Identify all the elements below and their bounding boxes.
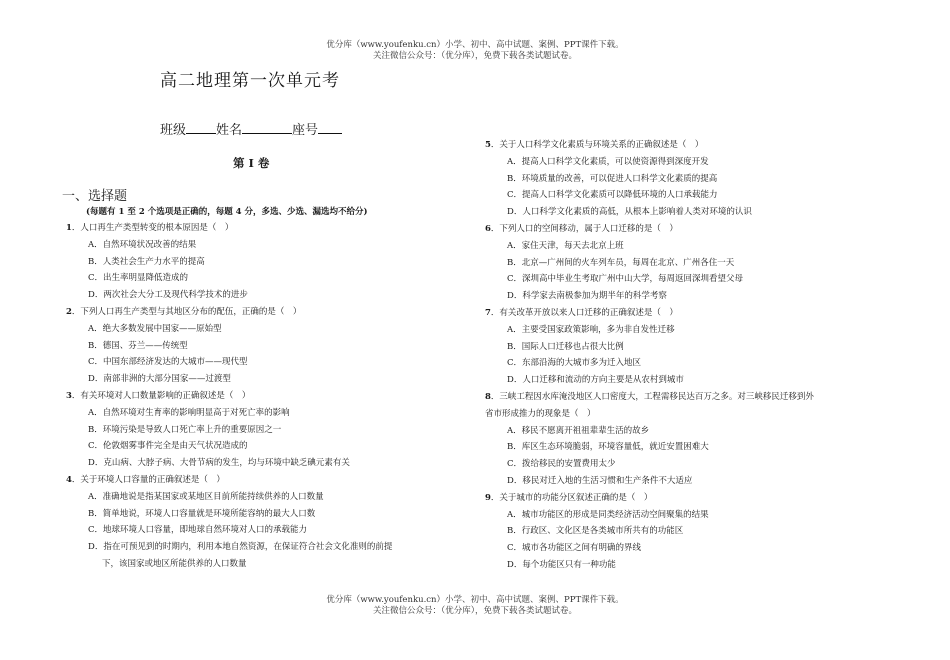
question-stem: ．关于人口科学文化素质与环境关系的正确叙述是（ ） [490, 140, 704, 150]
option-b: B．环境污染是导致人口死亡率上升的重要原因之一 [88, 424, 282, 435]
question-5 [485, 137, 885, 221]
question-stem: ．关于城市的功能分区叙述正确的是（ ） [490, 492, 653, 503]
question-number: 3 [66, 390, 72, 401]
question-stem: ．下列人口的空间移动，属于人口迁移的是（ ） [490, 223, 678, 234]
option-b: B．行政区、文化区是各类城市所共有的功能区 [507, 526, 684, 537]
option-b: B．环境质量的改善，可以促进人口科学文化素质的提高 [507, 173, 718, 184]
option-d: D．移民对迁入地的生活习惯和生产条件不大适应 [507, 475, 693, 486]
question-9 [485, 490, 885, 574]
option-a: A．绝大多数发展中国家——原始型 [88, 323, 222, 334]
option-d-continuation: 下，该国家或地区所能供养的人口数量 [102, 558, 247, 569]
option-b: B．国际人口迁移也占很大比例 [507, 341, 624, 352]
footer-line-1: 优分库（www.youfenku.cn）小学、初中、高中试题、案例、PPT课件下载。 [326, 595, 624, 605]
question-number: 8 [485, 391, 491, 402]
option-c: C．中国东部经济发达的大城市——现代型 [88, 357, 248, 368]
scoring-note: (每题有 1 至 2 个选项是正确的，每题 4 分，多选、少选、漏选均不给分) [86, 207, 368, 217]
option-a: A．家住天津，每天去北京上班 [507, 240, 624, 251]
option-b: B．库区生态环境脆弱，环境容量低，就近安置困难大 [507, 442, 709, 453]
question-stem: ．下列人口再生产类型与其地区分布的配伍，正确的是（ ） [71, 306, 302, 317]
volume-heading: 第 I 卷 [233, 156, 270, 170]
page-title: 高二地理第一次单元考 [160, 71, 340, 91]
option-d: D．指在可预见到的时期内，利用本地自然资源，在保证符合社会文化准则的前提 [88, 542, 393, 553]
option-a: A．准确地说是指某国家或某地区目前所能持续供养的人口数量 [88, 491, 324, 502]
option-c: C．出生率明显降低造成的 [88, 273, 189, 284]
option-c: C．东部沿海的大城市多为迁入地区 [507, 358, 642, 369]
question-number: 9 [485, 492, 491, 503]
question-number: 2 [66, 306, 72, 317]
option-a: A．移民不愿离开祖祖辈辈生活的故乡 [507, 425, 650, 436]
question-4 [66, 472, 466, 573]
page-footer [0, 595, 950, 617]
question-number: 5 [485, 140, 491, 150]
option-c: C．拨给移民的安置费用太少 [507, 459, 616, 470]
seat-blank [318, 121, 342, 134]
right-column [485, 137, 885, 574]
page-header [0, 40, 950, 62]
question-8 [485, 389, 885, 490]
student-info [160, 119, 342, 138]
question-1 [66, 220, 466, 304]
option-d: D．克山病、大脖子病、大骨节病的发生，均与环境中缺乏碘元素有关 [88, 458, 350, 469]
class-label: 班级 [160, 123, 187, 138]
option-d: D．每个功能区只有一种功能 [507, 559, 616, 570]
option-b: B．德国、芬兰——传统型 [88, 340, 188, 351]
question-number: 6 [485, 223, 491, 234]
option-c: C．深圳高中毕业生考取广州中山大学，每周返回深圳看望父母 [507, 274, 744, 285]
question-stem-continuation: 省市形成推力的现象是（ ） [485, 408, 596, 419]
option-b: B．北京—广州间的火车列车员，每周在北京、广州各住一天 [507, 257, 735, 268]
question-number: 7 [485, 307, 491, 318]
question-2 [66, 304, 466, 388]
question-stem: ．有关改革开放以来人口迁移的正确叙述是（ ） [490, 307, 678, 318]
option-d: D．两次社会大分工及现代科学技术的进步 [88, 290, 248, 301]
footer-line-2: 关注微信公众号：（优分库），免费下载各类试题试卷。 [372, 606, 577, 616]
question-stem: ．三峡工程因水库淹没地区人口密度大，工程需移民达百万之多。对三峡移民迁移到外 [490, 391, 814, 402]
option-d: D．南部非洲的大部分国家——过渡型 [88, 374, 231, 385]
option-c: C．城市各功能区之间有明确的界线 [507, 543, 642, 554]
question-stem: ．人口再生产类型转变的根本原因是（ ） [71, 223, 234, 233]
name-label: 姓名 [216, 123, 243, 138]
left-column [66, 220, 466, 573]
option-a: A．提高人口科学文化素质，可以使资源得到深度开发 [507, 156, 709, 167]
option-b: B．人类社会生产力水平的提高 [88, 256, 205, 267]
question-stem: ．关于环境人口容量的正确叙述是（ ） [71, 474, 225, 485]
option-c: C．提高人口科学文化素质可以降低环境的人口承载能力 [507, 190, 718, 201]
question-number: 1 [66, 223, 72, 233]
question-number: 4 [66, 474, 72, 485]
question-3 [66, 388, 466, 472]
option-d: D．人口迁移和流动的方向主要是从农村到城市 [507, 375, 684, 386]
option-a: A．自然环境对生育率的影响明显高于对死亡率的影响 [88, 407, 290, 418]
name-blank [242, 121, 292, 134]
option-a: A．主要受国家政策影响，多为非自发性迁移 [507, 324, 675, 335]
header-line-1: 优分库（www.youfenku.cn）小学、初中、高中试题、案例、PPT课件下载。 [326, 40, 624, 50]
seat-label: 座号 [292, 123, 319, 138]
question-stem: ．有关环境对人口数量影响的正确叙述是（ ） [71, 390, 251, 401]
option-a: A．城市功能区的形成是同类经济活动空间聚集的结果 [507, 509, 709, 520]
question-6 [485, 221, 885, 305]
option-c: C．伦敦烟雾事件完全是由天气状况造成的 [88, 441, 248, 452]
class-blank [186, 121, 216, 134]
option-c: C．地球环境人口容量，即地球自然环境对人口的承载能力 [88, 525, 308, 536]
option-d: D．人口科学文化素质的高低，从根本上影响着人类对环境的认识 [507, 207, 752, 218]
header-line-2: 关注微信公众号：（优分库），免费下载各类试题试卷。 [372, 51, 577, 61]
option-d: D．科学家去南极参加为期半年的科学考察 [507, 291, 667, 302]
option-a: A．自然环境状况改善的结果 [88, 239, 197, 250]
section-heading: 一、选择题 [62, 189, 128, 204]
question-7 [485, 305, 885, 389]
option-b: B．简单地说，环境人口容量就是环境所能容纳的最大人口数 [88, 508, 316, 519]
